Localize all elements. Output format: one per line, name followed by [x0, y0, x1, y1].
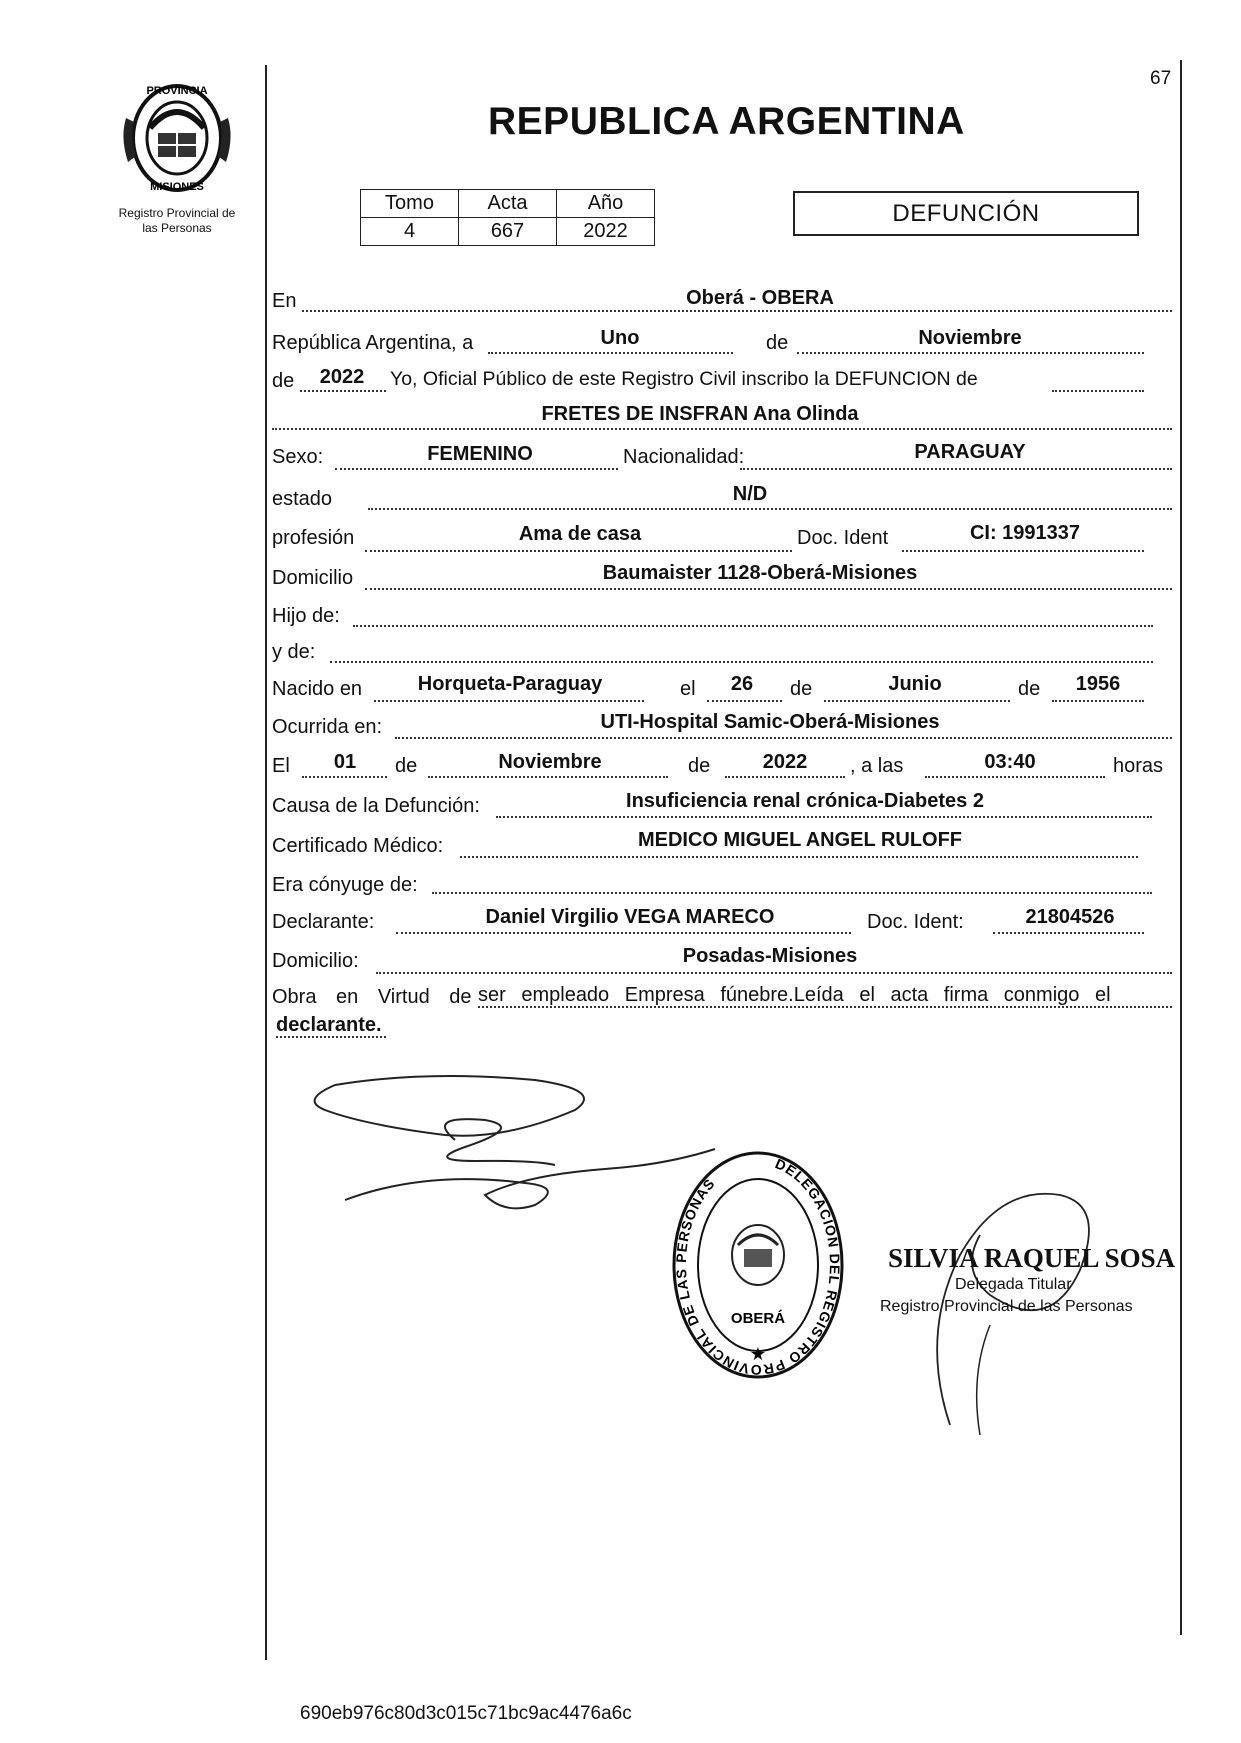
ocurrida-line: [395, 737, 1172, 739]
estado-label: estado: [272, 488, 333, 510]
death-de2-label: de: [688, 755, 711, 777]
nacido-value: Horqueta-Paraguay: [417, 673, 603, 695]
death-month: Noviembre: [498, 751, 602, 773]
org-line-1: Registro Provincial de: [118, 206, 236, 220]
horas-label: horas: [1113, 755, 1164, 777]
obra-value: ser empleado Empresa fúnebre.Leída el acta firma conmigo el: [478, 984, 1111, 1006]
hijo-label: Hijo de:: [272, 605, 340, 627]
sexo-label: Sexo:: [272, 446, 324, 468]
death-day: 01: [333, 751, 357, 773]
nacionalidad-line: [740, 468, 1172, 470]
doc-ident-label: Doc. Ident: [797, 527, 889, 549]
profesion-value: Ama de casa: [518, 523, 642, 545]
declarante-doc-line: [993, 932, 1144, 934]
signatory-org: Registro Provincial de las Personas: [880, 1298, 1133, 1315]
doc-ident-line: [902, 550, 1144, 552]
birth-de2-label: de: [1018, 678, 1041, 700]
day-line: [488, 352, 733, 354]
logo-top-text: PROVINCIA: [146, 85, 208, 97]
obra-value-2: declarante.: [276, 1014, 382, 1036]
nacido-line: [374, 700, 644, 702]
document-hash: 690eb976c80d3c015c71bc9ac4476a6c: [300, 1703, 632, 1724]
provincial-emblem-logo: [118, 78, 236, 198]
causa-line: [496, 816, 1152, 818]
year-line: [300, 390, 386, 392]
profesion-line: [365, 550, 792, 552]
page-title: REPUBLICA ARGENTINA: [488, 100, 965, 143]
yde-line: [330, 661, 1153, 663]
en-value: Oberá - OBERA: [686, 287, 834, 309]
estado-value: N/D: [732, 483, 768, 505]
profesion-label: profesión: [272, 527, 355, 549]
right-margin-line: [1180, 60, 1182, 1635]
death-el-label: El: [272, 755, 290, 777]
obra-line: [478, 1006, 1172, 1008]
left-margin-line: [265, 65, 267, 1660]
certificado-label: Certificado Médico:: [272, 835, 444, 857]
causa-label: Causa de la Defunción:: [272, 795, 480, 817]
declarante-line: [396, 932, 851, 934]
domicilio-line: [365, 588, 1172, 590]
nacido-label: Nacido en: [272, 678, 363, 700]
republica-label: República Argentina, a: [272, 332, 474, 354]
birth-year-line: [1052, 700, 1144, 702]
birth-year: 1956: [1075, 673, 1121, 695]
doc-ident-value: CI: 1991337: [969, 522, 1081, 544]
page-number: 67: [1150, 68, 1172, 89]
domicilio-value: Baumaister 1128-Oberá-Misiones: [602, 562, 918, 584]
reference-table: [360, 189, 655, 246]
deceased-name: FRETES DE INSFRAN Ana Olinda: [541, 403, 859, 425]
en-label: En: [272, 290, 297, 312]
month-line: [797, 352, 1144, 354]
declarante-doc-value: 21804526: [1025, 906, 1115, 928]
en-line: [302, 310, 1172, 312]
birth-month-line: [824, 700, 1010, 702]
acta-value: 667: [459, 218, 557, 246]
seal-ring-text: DELEGACION DEL REGISTRO PROVINCIAL DE LAS PERSONAS: [672, 1155, 844, 1379]
tomo-header: Tomo: [361, 190, 459, 218]
death-year-line: [725, 776, 845, 778]
death-day-line: [302, 776, 387, 778]
acta-header: Acta: [459, 190, 557, 218]
obra-line-2: [276, 1036, 386, 1038]
day-word: Uno: [600, 327, 640, 349]
death-year: 2022: [762, 751, 808, 773]
estado-line: [368, 508, 1172, 510]
year-value: 2022: [319, 366, 365, 388]
reference-value-row: [361, 218, 655, 246]
hijo-line: [353, 625, 1153, 627]
domicilio-label: Domicilio: [272, 567, 354, 589]
declarante-doc-label: Doc. Ident:: [867, 911, 964, 933]
sexo-value: FEMENINO: [427, 443, 533, 465]
conyuge-line: [432, 892, 1152, 894]
ocurrida-label: Ocurrida en:: [272, 716, 383, 738]
tomo-value: 4: [361, 218, 459, 246]
seal-star-icon: ★: [749, 1344, 767, 1365]
yde-label: y de:: [272, 641, 316, 663]
de-label-1: de: [766, 332, 789, 354]
org-line-2: las Personas: [142, 221, 212, 235]
decl-domicilio-label: Domicilio:: [272, 950, 359, 972]
death-month-line: [428, 776, 668, 778]
birth-day: 26: [730, 673, 754, 695]
statement-line: [1052, 390, 1144, 392]
month-word: Noviembre: [918, 327, 1022, 349]
seal-center-text: OBERÁ: [730, 1310, 786, 1327]
logo-bottom-text: MISIONES: [150, 181, 204, 193]
de-label-2: de: [272, 370, 295, 392]
org-name: [96, 206, 258, 236]
causa-value: Insuficiencia renal crónica-Diabetes 2: [626, 790, 984, 812]
birth-day-line: [707, 700, 782, 702]
ano-header: Año: [557, 190, 655, 218]
birth-month: Junio: [888, 673, 942, 695]
statement-text: Yo, Oficial Público de este Registro Civil inscribo la DEFUNCION de: [390, 368, 978, 390]
document-type-box: DEFUNCIÓN: [793, 191, 1139, 236]
nacionalidad-value: PARAGUAY: [914, 441, 1026, 463]
obra-label: Obra en Virtud de: [272, 986, 472, 1008]
death-de-label: de: [395, 755, 418, 777]
certificado-value: MEDICO MIGUEL ANGEL RULOFF: [637, 829, 963, 851]
decl-domicilio-line: [376, 972, 1172, 974]
sexo-line: [335, 468, 618, 470]
name-line: [272, 428, 1172, 430]
death-time: 03:40: [984, 751, 1036, 773]
decl-domicilio-value: Posadas-Misiones: [682, 945, 858, 967]
signatory-name: SILVIA RAQUEL SOSA: [888, 1243, 1176, 1273]
declarante-value: Daniel Virgilio VEGA MARECO: [485, 906, 775, 928]
signatory-role: Delegada Titular: [955, 1276, 1072, 1293]
conyuge-label: Era cónyuge de:: [272, 874, 418, 896]
reference-header-row: [361, 190, 655, 218]
ano-value: 2022: [557, 218, 655, 246]
death-time-line: [925, 776, 1105, 778]
certificado-line: [460, 856, 1138, 858]
ocurrida-value: UTI-Hospital Samic-Oberá-Misiones: [600, 711, 940, 733]
declarant-signature: [305, 1065, 725, 1215]
official-seal-stamp: [668, 1145, 848, 1385]
el-label: el: [680, 678, 696, 700]
declarante-label: Declarante:: [272, 911, 375, 933]
alas-label: , a las: [850, 755, 904, 777]
nacionalidad-label: Nacionalidad:: [623, 446, 745, 468]
birth-de-label: de: [790, 678, 813, 700]
